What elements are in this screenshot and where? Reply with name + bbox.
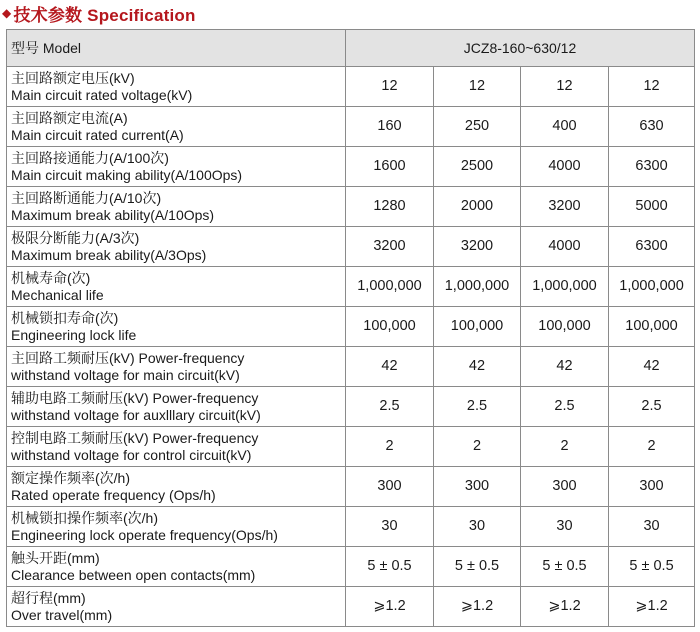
row-label-en: Over travel(mm) <box>11 606 113 623</box>
row-label-en: Engineering lock operate frequency(Ops/h) <box>11 526 278 543</box>
table-row <box>7 67 695 107</box>
value-cell: 12 <box>346 67 434 107</box>
table-header-row <box>7 30 695 67</box>
value-cell: 2.5 <box>434 387 521 427</box>
value-cell: 4000 <box>521 147 609 187</box>
value-cell: ⩾1.2 <box>346 587 434 627</box>
value-cell: 4000 <box>521 227 609 267</box>
row-label-cn: 辅助电路工频耐压(kV) Power-frequency <box>11 389 259 406</box>
table-row <box>7 387 695 427</box>
value-cell: 2 <box>609 427 695 467</box>
value-cell: 160 <box>346 107 434 147</box>
value-cell: 12 <box>434 67 521 107</box>
value-cell: 2.5 <box>609 387 695 427</box>
value-cell: 42 <box>346 347 434 387</box>
row-label <box>7 587 346 627</box>
value-cell: 5 ± 0.5 <box>434 547 521 587</box>
row-label-cn: 主回路接通能力(A/100次) <box>11 149 169 166</box>
value-cell: 1,000,000 <box>609 267 695 307</box>
row-label-en: withstand voltage for main circuit(kV) <box>11 366 240 383</box>
row-label-en: withstand voltage for control circuit(kV) <box>11 446 252 463</box>
table-row <box>7 307 695 347</box>
value-cell: 5 ± 0.5 <box>346 547 434 587</box>
value-cell: 42 <box>609 347 695 387</box>
table-row <box>7 427 695 467</box>
value-cell: 6300 <box>609 227 695 267</box>
value-cell: 100,000 <box>521 307 609 347</box>
header-model: JCZ8-160~630/12 <box>346 30 695 67</box>
row-label-cn: 额定操作频率(次/h) <box>11 469 130 486</box>
value-cell: 2 <box>434 427 521 467</box>
value-cell: 1,000,000 <box>346 267 434 307</box>
value-cell: 30 <box>346 507 434 547</box>
section-title-text: 技术参数 Specification <box>13 5 196 25</box>
row-label-en: Mechanical life <box>11 286 104 303</box>
row-label-en: Main circuit rated current(A) <box>11 126 184 143</box>
value-cell: 630 <box>609 107 695 147</box>
value-cell: 3200 <box>346 227 434 267</box>
row-label-en: Clearance between open contacts(mm) <box>11 566 256 583</box>
row-label-cn: 主回路断通能力(A/10次) <box>11 189 162 206</box>
table-row <box>7 347 695 387</box>
row-label-en: withstand voltage for auxlllary circuit(kV) <box>11 406 261 423</box>
value-cell: 300 <box>346 467 434 507</box>
row-label-cn: 主回路额定电压(kV) <box>11 69 135 86</box>
row-label <box>7 227 346 267</box>
row-label <box>7 507 346 547</box>
row-label <box>7 67 346 107</box>
table-row <box>7 587 695 627</box>
table-row <box>7 467 695 507</box>
table-row <box>7 507 695 547</box>
value-cell: 1280 <box>346 187 434 227</box>
table-row <box>7 107 695 147</box>
value-cell: ⩾1.2 <box>434 587 521 627</box>
table-row <box>7 147 695 187</box>
row-label-cn: 主回路工频耐压(kV) Power-frequency <box>11 349 245 366</box>
value-cell: 1600 <box>346 147 434 187</box>
value-cell: 2.5 <box>521 387 609 427</box>
value-cell: 2.5 <box>346 387 434 427</box>
spec-table <box>6 29 695 627</box>
row-label-cn: 极限分断能力(A/3次) <box>11 229 140 246</box>
table-row <box>7 187 695 227</box>
row-label-en: Maximum break ability(A/3Ops) <box>11 246 207 263</box>
value-cell: 5 ± 0.5 <box>521 547 609 587</box>
row-label <box>7 387 346 427</box>
value-cell: 100,000 <box>609 307 695 347</box>
value-cell: 300 <box>609 467 695 507</box>
value-cell: 100,000 <box>346 307 434 347</box>
value-cell: ⩾1.2 <box>609 587 695 627</box>
value-cell: 1,000,000 <box>521 267 609 307</box>
value-cell: 30 <box>434 507 521 547</box>
value-cell: ⩾1.2 <box>521 587 609 627</box>
row-label <box>7 467 346 507</box>
value-cell: 3200 <box>434 227 521 267</box>
row-label-cn: 机械锁扣寿命(次) <box>11 309 119 326</box>
spec-table-body <box>7 30 695 627</box>
table-row <box>7 227 695 267</box>
value-cell: 1,000,000 <box>434 267 521 307</box>
row-label-cn: 机械锁扣操作频率(次/h) <box>11 509 158 526</box>
value-cell: 2000 <box>434 187 521 227</box>
row-label <box>7 147 346 187</box>
value-cell: 400 <box>521 107 609 147</box>
row-label-cn: 机械寿命(次) <box>11 269 91 286</box>
value-cell: 2500 <box>434 147 521 187</box>
table-row <box>7 547 695 587</box>
value-cell: 100,000 <box>434 307 521 347</box>
row-label <box>7 267 346 307</box>
row-label-en: Engineering lock life <box>11 326 137 343</box>
table-row <box>7 267 695 307</box>
row-label-en: Main circuit making ability(A/100Ops) <box>11 166 243 183</box>
row-label <box>7 307 346 347</box>
row-label-cn: 主回路额定电流(A) <box>11 109 128 126</box>
value-cell: 2 <box>346 427 434 467</box>
row-label <box>7 347 346 387</box>
value-cell: 42 <box>434 347 521 387</box>
row-label-en: Maximum break ability(A/10Ops) <box>11 206 215 223</box>
row-label-cn: 控制电路工频耐压(kV) Power-frequency <box>11 429 259 446</box>
section-title <box>2 2 196 24</box>
row-label-en: Rated operate frequency (Ops/h) <box>11 486 216 503</box>
value-cell: 12 <box>521 67 609 107</box>
row-label <box>7 107 346 147</box>
value-cell: 5 ± 0.5 <box>609 547 695 587</box>
row-label-en: Main circuit rated voltage(kV) <box>11 86 193 103</box>
value-cell: 5000 <box>609 187 695 227</box>
row-label <box>7 187 346 227</box>
value-cell: 3200 <box>521 187 609 227</box>
value-cell: 250 <box>434 107 521 147</box>
value-cell: 300 <box>521 467 609 507</box>
value-cell: 30 <box>521 507 609 547</box>
diamond-bullet-icon: ◆ <box>2 6 12 20</box>
row-label <box>7 427 346 467</box>
row-label <box>7 547 346 587</box>
row-label-cn: 触头开距(mm) <box>11 549 100 566</box>
value-cell: 2 <box>521 427 609 467</box>
value-cell: 300 <box>434 467 521 507</box>
header-label: 型号 Model <box>7 30 346 67</box>
row-label-cn: 超行程(mm) <box>11 589 86 606</box>
value-cell: 42 <box>521 347 609 387</box>
value-cell: 12 <box>609 67 695 107</box>
value-cell: 30 <box>609 507 695 547</box>
value-cell: 6300 <box>609 147 695 187</box>
